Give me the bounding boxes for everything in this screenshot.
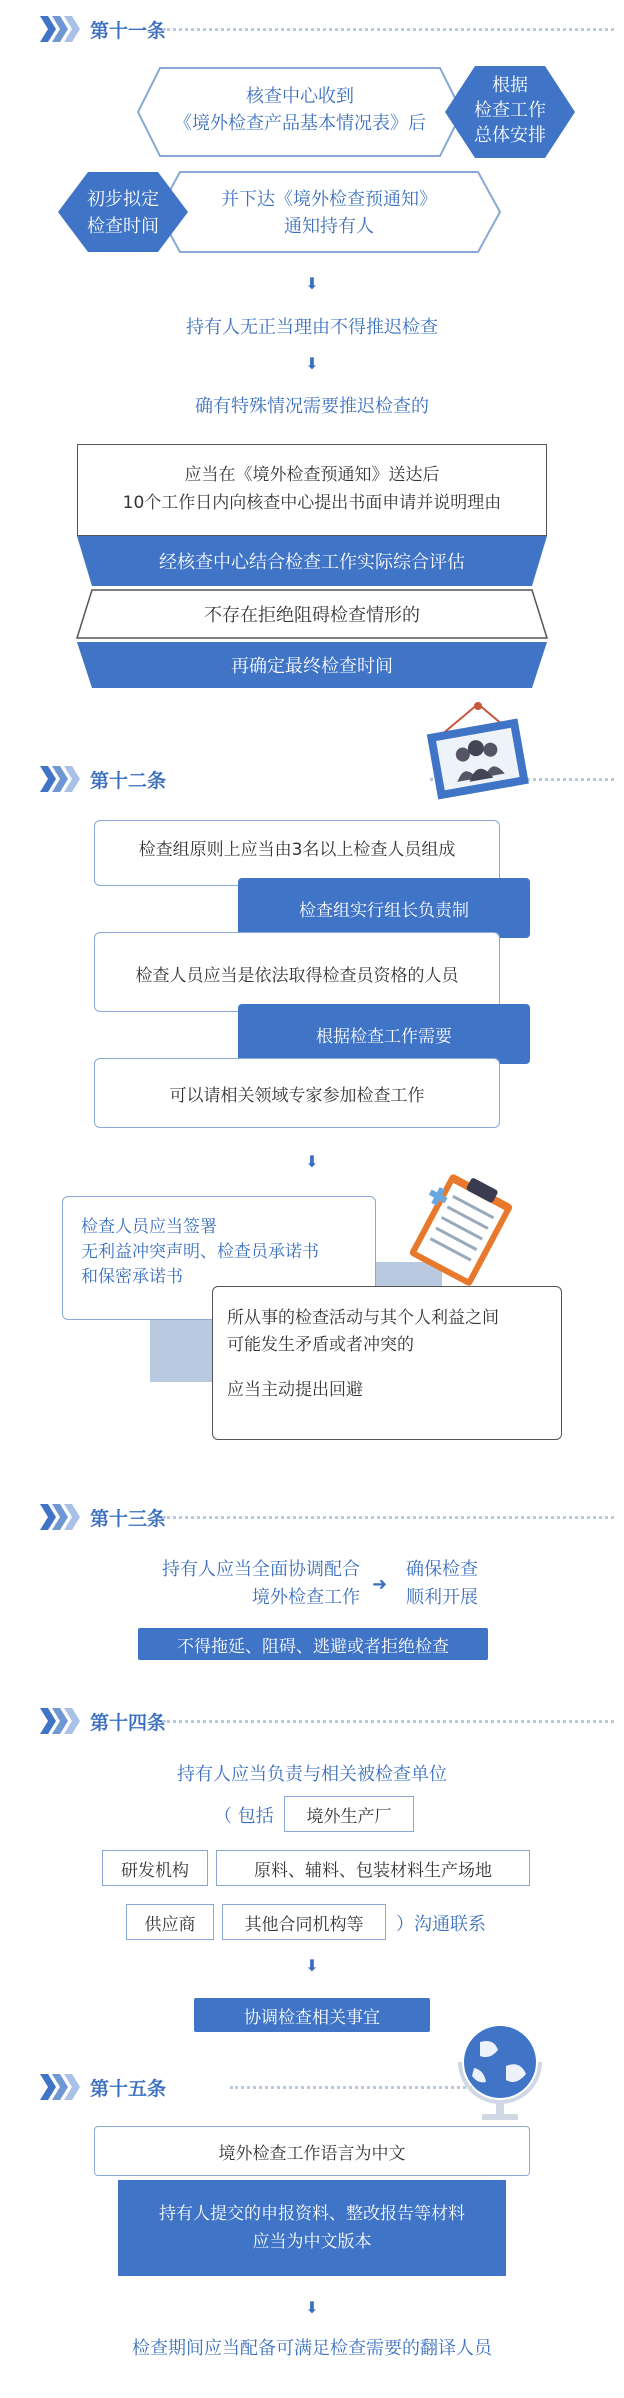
section-11-header	[40, 12, 624, 42]
chevron-arrows-icon	[40, 766, 80, 792]
language-text: 境外检查工作语言为中文	[218, 2143, 406, 2164]
down-arrow-icon: ⬇	[305, 1956, 319, 1975]
chevron-arrows-icon	[40, 2074, 80, 2100]
hex-left-line1: 初步拟定	[87, 189, 159, 210]
tag-overseas-plant: 境外生产厂	[284, 1796, 414, 1832]
chinese-version-line2: 应当为中文版本	[252, 2232, 372, 2252]
avoid-line2: 可能发生矛盾或者冲突的	[227, 1335, 414, 1355]
step-special-case: 确有特殊情况需要推迟检查的	[195, 396, 429, 417]
globe-icon	[450, 2020, 550, 2130]
eval-text: 经核查中心结合检查工作实际综合评估	[159, 552, 465, 573]
ensure-text	[406, 1556, 526, 1612]
hex-mid-text	[180, 186, 478, 240]
hex-right-text	[455, 73, 565, 148]
no-refuse-text: 不存在拒绝阻碍检查情形的	[204, 605, 420, 626]
hex-mid-line1: 并下达《境外检查预通知》	[221, 189, 437, 210]
hex-left-line2: 检查时间	[87, 216, 159, 237]
qualification-text: 检查人员应当是依法取得检查员资格的人员	[135, 966, 459, 986]
avoid-line3: 应当主动提出回避	[227, 1380, 363, 1400]
hex-right-line3: 总体安排	[474, 125, 546, 146]
hex-top-line1: 核查中心收到	[246, 86, 354, 107]
sign-line2: 无利益冲突声明、检查员承诺书	[81, 1242, 319, 1262]
right-arrow-icon: ➜	[372, 1574, 388, 1595]
tag-supplier: 供应商	[126, 1904, 214, 1940]
chinese-version-line1: 持有人提交的申报资料、整改报告等材料	[159, 2204, 465, 2224]
coordinate-banner	[194, 1998, 430, 2032]
avoid-box	[212, 1286, 562, 1440]
dotted-divider	[162, 28, 614, 31]
step-no-delay: 持有人无正当理由不得推迟检查	[186, 317, 438, 338]
hex-left-text	[58, 186, 188, 240]
cooperate-line1: 持有人应当全面协调配合	[162, 1559, 360, 1580]
expert-box	[94, 1058, 500, 1128]
apply-line2: 10个工作日内向核查中心提出书面申请并说明理由	[122, 493, 502, 513]
leader-text: 检查组实行组长负责制	[299, 900, 469, 921]
chevron-arrows-icon	[40, 16, 80, 42]
hex-mid-line2: 通知持有人	[284, 216, 374, 237]
clipboard-icon	[396, 1170, 526, 1290]
leader-box	[238, 878, 530, 938]
translator-text: 检查期间应当配备可满足检查需要的翻译人员	[132, 2338, 492, 2359]
section-title: 第十五条	[90, 2078, 167, 2100]
expert-text: 可以请相关领域专家参加检查工作	[169, 1086, 425, 1106]
down-arrow-icon: ⬇	[305, 2298, 319, 2317]
cooperate-text	[110, 1556, 360, 1612]
section-title: 第十一条	[90, 20, 167, 42]
chevron-arrows-icon	[40, 1708, 80, 1734]
hex-right-line1: 根据	[492, 75, 528, 96]
section-14-header	[40, 1704, 624, 1734]
need-text: 根据检查工作需要	[316, 1026, 452, 1047]
qualification-box	[94, 932, 500, 1012]
cooperate-line2: 境外检查工作	[252, 1587, 360, 1608]
contact-intro: 持有人应当负责与相关被检查单位	[177, 1764, 447, 1785]
sign-line3: 和保密承诺书	[81, 1267, 183, 1287]
paren-close: ）沟通联系	[396, 1914, 486, 1935]
section-title: 第十四条	[90, 1712, 167, 1734]
sign-line1: 检查人员应当签署	[81, 1217, 217, 1237]
section-title: 第十三条	[90, 1508, 167, 1530]
language-box	[94, 2126, 530, 2176]
dotted-divider	[162, 1516, 614, 1519]
chinese-version-box	[118, 2180, 506, 2276]
apply-box	[77, 444, 547, 536]
no-obstruct-banner	[138, 1628, 488, 1660]
tag-material-sites: 原料、辅料、包装材料生产场地	[216, 1850, 530, 1886]
down-arrow-icon: ⬇	[305, 274, 319, 293]
apply-line1: 应当在《境外检查预通知》送达后	[184, 465, 440, 485]
ensure-line1: 确保检查	[406, 1559, 478, 1580]
group-size-text: 检查组原则上应当由3名以上检查人员组成	[138, 840, 456, 860]
paren-open: （ 包括	[214, 1806, 274, 1827]
tag-other-contract: 其他合同机构等	[222, 1904, 386, 1940]
avoid-line1: 所从事的检查活动与其个人利益之间	[227, 1308, 499, 1328]
tag-rd: 研发机构	[102, 1850, 208, 1886]
final-time-text: 再确定最终检查时间	[231, 656, 393, 677]
people-frame-icon	[418, 700, 538, 800]
need-box	[238, 1004, 530, 1064]
coordinate-text: 协调检查相关事宜	[244, 2007, 380, 2028]
dotted-divider	[162, 1720, 614, 1723]
ensure-line2: 顺利开展	[406, 1587, 478, 1608]
section-13-header	[40, 1500, 624, 1530]
no-obstruct-text: 不得拖延、阻碍、逃避或者拒绝检查	[177, 1636, 449, 1657]
chevron-arrows-icon	[40, 1504, 80, 1530]
hex-top-line2: 《境外检查产品基本情况表》后	[174, 113, 426, 134]
hex-top-text	[160, 83, 440, 137]
hex-right-line2: 检查工作	[474, 100, 546, 121]
group-size-box	[94, 820, 500, 886]
down-arrow-icon: ⬇	[305, 354, 319, 373]
section-title: 第十二条	[90, 770, 167, 792]
down-arrow-icon: ⬇	[305, 1152, 319, 1171]
